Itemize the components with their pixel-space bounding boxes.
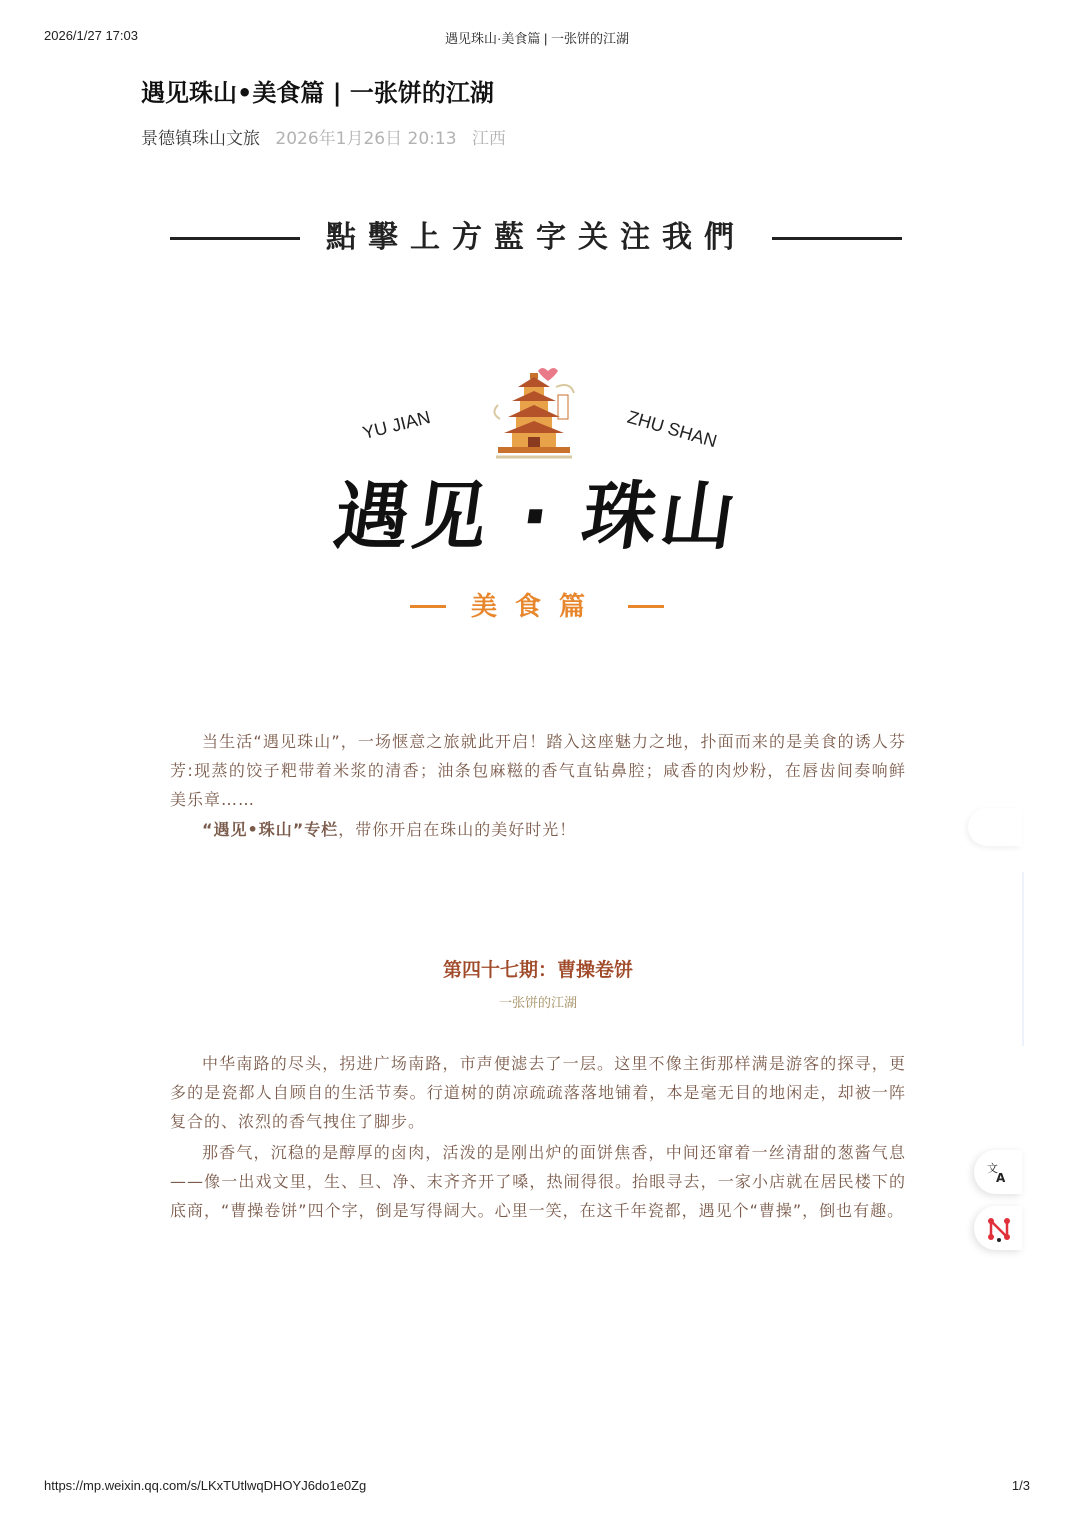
issue-title: 第四十七期：曹操卷饼 <box>442 959 633 981</box>
translate-button[interactable] <box>974 1150 1022 1194</box>
banner-line-right <box>772 237 902 240</box>
print-datetime: 2026/1/27 17:03 <box>44 28 138 43</box>
svg-text:A: A <box>996 1171 1006 1184</box>
article-meta <box>141 126 506 152</box>
svg-text:文: 文 <box>987 1162 998 1175</box>
subtitle-dash-right <box>628 605 664 608</box>
column-name: “遇见•珠山”专栏 <box>202 820 339 839</box>
follow-banner <box>170 214 902 262</box>
logo-subtitle: 美食篇 <box>470 592 603 622</box>
page-number: 1/3 <box>1011 1478 1030 1493</box>
banner-line-left <box>170 237 300 240</box>
article-title: 遇见珠山•美食篇 | 一张饼的江湖 <box>141 79 494 107</box>
author-link[interactable]: 景德镇珠山文旅 <box>141 129 260 149</box>
column-tail: ，带你开启在珠山的美好时光！ <box>338 820 577 839</box>
print-page-title: 遇见珠山·美食篇 | 一张饼的江湖 <box>445 31 629 46</box>
pagoda-icon <box>488 365 580 465</box>
column-paragraph <box>170 815 906 844</box>
side-scroll-strip <box>1022 872 1024 1046</box>
translate-icon <box>986 1160 1010 1184</box>
body-paragraph-1: 中华南路的尽头，拐进广场南路，市声便滤去了一层。这里不像主街那样满是游客的探寻，更多的是瓷都人自顾自的生活节奏。行道树的荫凉疏疏落落地铺着，本是毫无目的地闲走，却被一阵复合的、浓烈的香气拽住了脚步。 <box>170 1054 906 1131</box>
logo-subtitle-banner <box>400 587 674 627</box>
print-footer <box>44 1478 1030 1498</box>
yujian-zhushan-logo <box>300 355 774 645</box>
logo-big-title: 遇见 · 珠山 <box>329 474 745 560</box>
intro-paragraph: 当生活“遇见珠山”，一场惬意之旅就此开启！踏入这座魅力之地，扑面而来的是美食的诱人芬芳:现蒸的饺子粑带着米浆的清香；油条包麻糍的香气直钻鼻腔；咸香的肉炒粉，在唇齿间奏响鲜美乐章…… <box>170 732 906 809</box>
publish-date: 2026年1月26日 20:13 <box>275 129 457 149</box>
side-float-tab <box>968 808 1022 846</box>
body-paragraph-2: 那香气，沉稳的是醇厚的卤肉，活泼的是刚出炉的面饼焦香，中间还窜着一丝清甜的葱酱气息——像一出戏文里，生、旦、净、末齐齐开了嗓，热闹得很。抬眼寻去，一家小店就在居民楼下的底商，“曹操卷饼”四个字，倒是写得阔大。心里一笑，在这千年瓷都，遇见个“曹操”，倒也有趣。 <box>170 1143 906 1220</box>
page-url[interactable]: https://mp.weixin.qq.com/s/LKxTUtlwqDHOYJ6do1e0Zg <box>44 1478 367 1493</box>
plugin-button[interactable] <box>974 1206 1022 1250</box>
publish-location: 江西 <box>471 129 506 149</box>
follow-banner-text: 點擊上方藍字关注我們 <box>326 220 746 255</box>
issue-subtitle: 一张饼的江湖 <box>498 996 577 1011</box>
logo-arc-left: YU JIAN <box>360 406 433 444</box>
plugin-icon <box>986 1216 1012 1242</box>
subtitle-dash-left <box>410 605 446 608</box>
logo-arc-right: ZHU SHAN <box>625 406 720 452</box>
print-header <box>44 28 1030 48</box>
